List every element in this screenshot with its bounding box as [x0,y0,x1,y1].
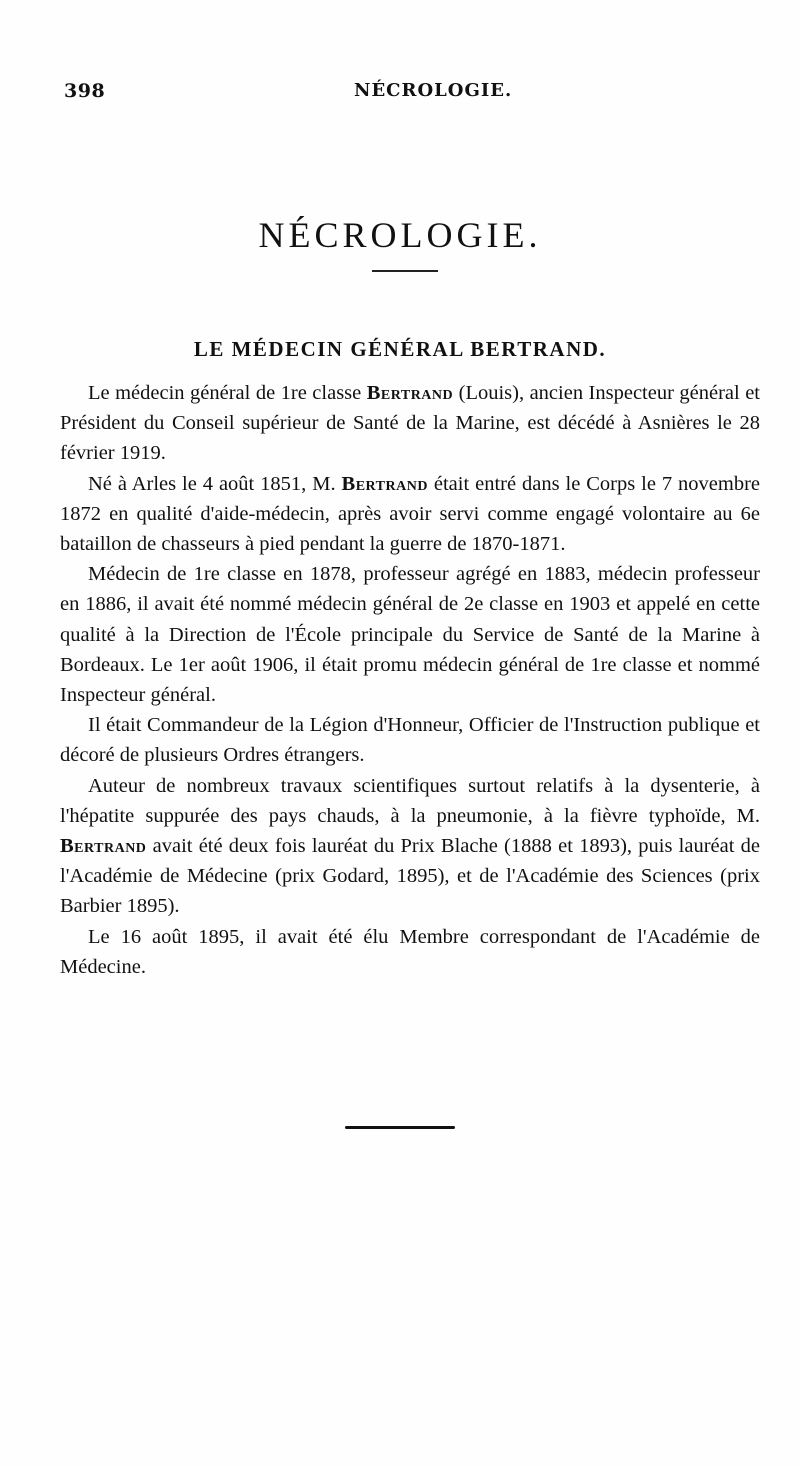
running-head [64,80,744,110]
paragraph-text: Auteur de nombreux travaux scientifiques surtout relatifs à la dysenterie, à l'hépatite suppurée des pays chauds, à la pneumonie, à la fièvre typhoïde, M. [60,774,760,827]
paragraph-text: Il était Commandeur de la Légion d'Honneur, Officier de l'Instruction publique et décoré de plusieurs Ordres étrangers. [60,714,760,767]
paragraph [60,771,760,922]
paragraph-text: avait été deux fois lauréat du Prix Blache (1888 et 1893), puis lauréat de l'Académie de Médecine (prix Godard, 1895), et de l'Académie des Sciences (prix Barbier 1895). [60,835,760,918]
title-divider [372,270,438,272]
paragraph-text: Le 16 août 1895, il avait été élu Membre correspondant de l'Académie de Médecine. [60,925,760,978]
person-name: Bertrand [60,835,147,858]
end-divider [345,1126,455,1129]
paragraph-text: Né à Arles le 4 août 1851, M. [88,472,342,495]
running-title: NÉCROLOGIE. [354,80,513,101]
paragraph-text: Le médecin général de 1re classe [88,382,367,404]
article-body [60,378,760,982]
person-name: Bertrand [366,382,454,404]
section-title: NÉCROLOGIE. [258,215,542,256]
paragraph [60,922,760,982]
paragraph-text: Médecin de 1re classe en 1878, professeur agrégé en 1883, médecin professeur en 1886, il avait été nommé médecin général de 2e classe en 1903 et appelé en cette qualité à la Direction de l'École principale du Service de Santé de la Marine à Bordeaux. Le 1er août 1906, il était promu médecin général de 1re classe et nommé Inspecteur général. [60,563,760,707]
paragraph [60,378,760,469]
paragraph [60,559,760,710]
paragraph [60,469,760,560]
paragraph-text: (Louis), ancien Inspecteur général et Président du Conseil supérieur de Santé de la Marine, est décédé à Asnières le 28 février 1919. [60,382,761,465]
article-title: LE MÉDECIN GÉNÉRAL BERTRAND. [193,337,607,362]
paragraph-text: était entré dans le Corps le 7 novembre 1872 en qualité d'aide-médecin, après avoir servi comme engagé volontaire au 6e bataillon de chasseurs à pied pendant la guerre de 1870-1871. [60,472,761,556]
paragraph [60,710,760,770]
person-name: Bertrand [341,472,428,495]
page-number: 398 [64,80,106,102]
